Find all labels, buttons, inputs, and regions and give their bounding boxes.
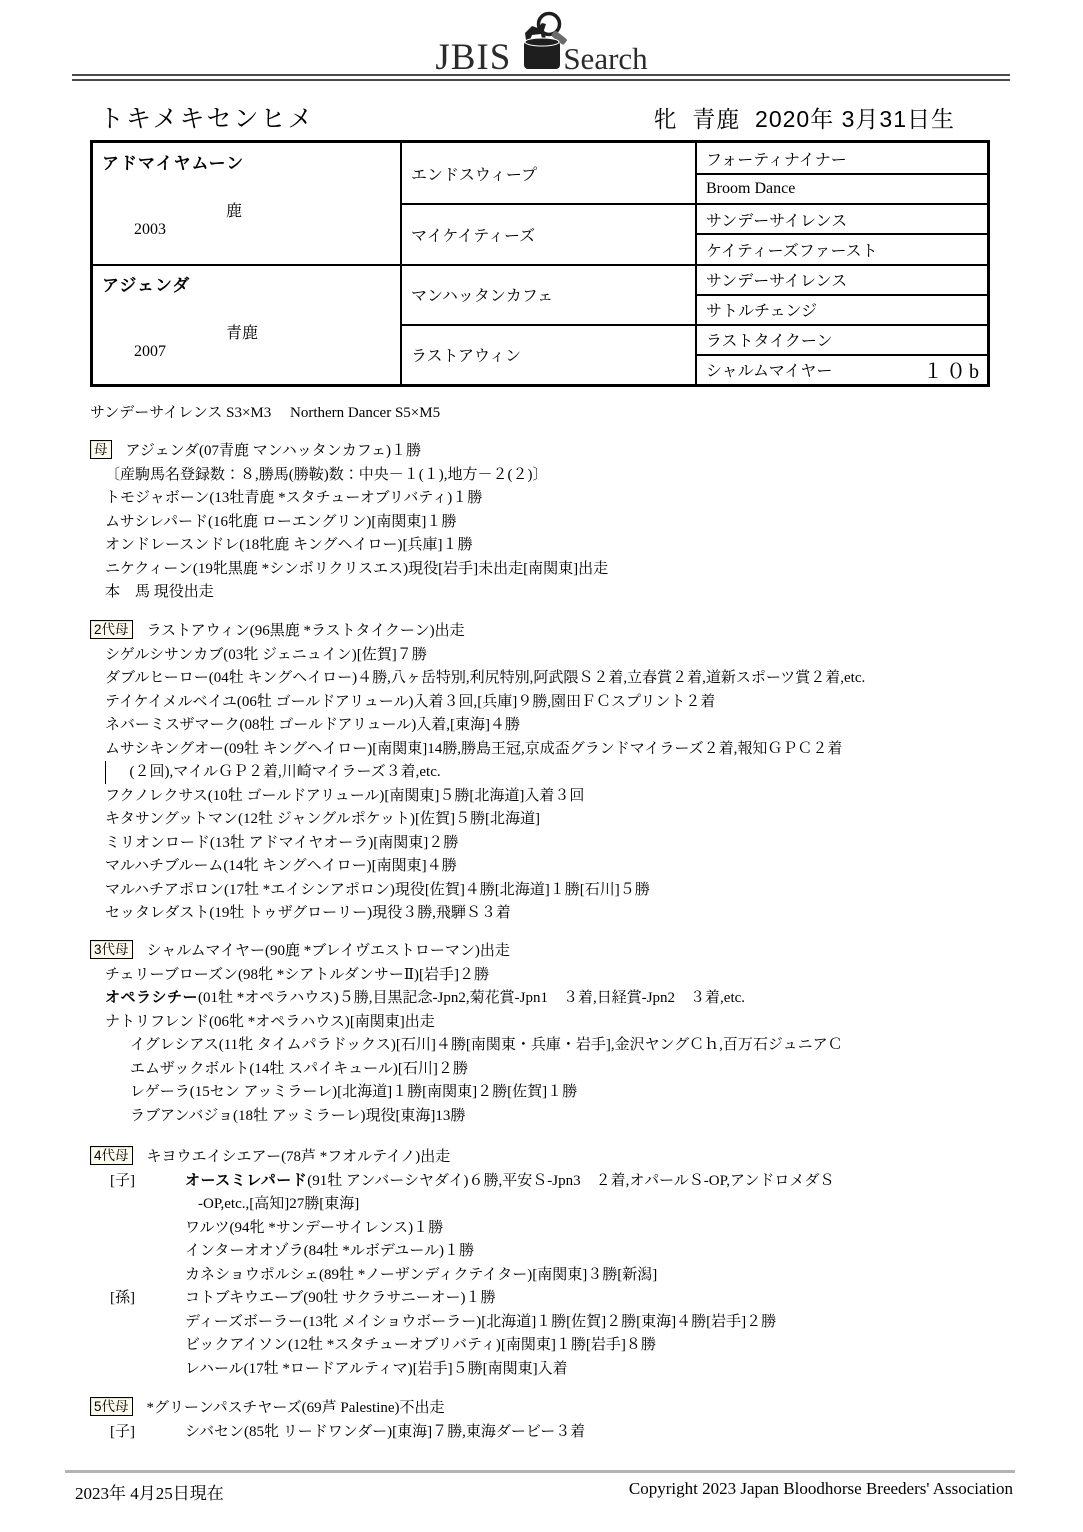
line-text: アジェンダ(07青鹿 マンハッタンカフェ)１勝 [125, 443, 421, 459]
section-granddam-3 [90, 940, 1063, 1128]
title-row [99, 101, 955, 133]
line-text: ナトリフレンド(06牝 *オペラハウス)[南関東]出走 [105, 1013, 435, 1030]
line-text: ビックアイソン(12牡 *スタチューオブリバティ)[南関東]１勝[岩手]８勝 [185, 1337, 656, 1353]
line-text: ラブアンバジョ(18牡 アッミラーレ)現役[東海]13勝 [130, 1107, 466, 1124]
ddd-name: シャルムマイヤー [706, 363, 833, 381]
pedigree-line [90, 511, 1063, 535]
section-label-box: 母 [90, 440, 112, 459]
pedigree-line [90, 691, 1063, 715]
line-text: オンドレースンドレ(18牝鹿 キングヘイロー)[兵庫]１勝 [105, 537, 473, 553]
line-text: キタサングットマン(12牡 ジャングルポケット)[佐賀]５勝[北海道] [105, 811, 540, 827]
dam-year: 2007 [134, 342, 166, 360]
dam-coat: 青鹿 [226, 324, 259, 342]
section-label-box: 5代母 [90, 1397, 133, 1416]
jbis-logo-search-text: Search [563, 41, 648, 77]
pedigree-line [90, 464, 1063, 488]
pedigree-line [90, 855, 1063, 879]
section-header-line [90, 620, 1063, 644]
line-text: (91牡 アンバーシヤダイ)６勝,平安Ｓ-Jpn3 ２着,オパールＳ-OP,アンドロメダＳ [307, 1172, 835, 1189]
line-text: ダブルヒーロー(04牡 キングヘイロー)４勝,八ヶ岳特別,利尻特別,阿武隈Ｓ２着,立春賞２着,道新スポーツ賞２着,etc. [105, 670, 866, 686]
pedigree-cell-dds: ラストタイクーン [695, 324, 987, 354]
line-text: 本 馬 現役出走 [105, 584, 214, 600]
line-text: エムザックボルト(14牡 スパイキュール)[石川]２勝 [130, 1060, 468, 1077]
pedigree-line [90, 1034, 1063, 1058]
pedigree-cell-sds: サンデーサイレンス [695, 203, 987, 233]
pedigree-line [90, 534, 1063, 558]
line-text: カネショウポルシェ(89牡 *ノーザンディクテイター)[南関東]３勝[新潟] [185, 1266, 658, 1283]
pedigree-line [90, 487, 1063, 511]
line-text: シバセン(85牝 リードワンダー)[東海]７勝,東海ダービー３着 [185, 1423, 586, 1440]
line-text: テイケイメルベイユ(06牡 ゴールドアリュール)入着３回,[兵庫]９勝,園田ＦＣスプリント２着 [105, 693, 716, 710]
header-divider [72, 74, 1010, 81]
pedigree-cell-dss: サンデーサイレンス [695, 264, 987, 294]
pedigree-cell-dam-sire: マンハッタンカフェ [400, 264, 695, 324]
section-label-box: 2代母 [90, 620, 133, 639]
pedigree-line [90, 1358, 1063, 1382]
pedigree-cell-ssd: Broom Dance [695, 173, 987, 203]
pedigree-line [90, 1334, 1063, 1358]
line-text: ネバーミスザマーク(08牡 ゴールドアリュール)入着,[東海]４勝 [105, 717, 520, 733]
line-text: フクノレクサス(10牡 ゴールドアリュール)[南関東]５勝[北海道]入着３回 [105, 787, 585, 804]
pedigree-line [90, 1311, 1063, 1335]
pedigree-cell-dam-dam: ラストアウィン [400, 324, 695, 384]
line-text: ニケクィーン(19牝黒鹿 *シンボリクリスエス)現役[岩手]未出走[南関東]出走 [105, 560, 609, 577]
section-header-line [90, 1397, 1063, 1421]
pedigree-line [90, 1058, 1063, 1082]
pedigree-line [90, 808, 1063, 832]
pedigree-cell-sire-sire: エンドスウィープ [400, 143, 695, 203]
pedigree-line [90, 879, 1063, 903]
pedigree-line [90, 1170, 1063, 1194]
pedigree-cell-sdd: ケイティーズファースト [695, 233, 987, 263]
line-text: イグレシアス(11牝 タイムパラドックス)[石川]４勝[南関東・兵庫・岩手],金沢ヤングＣｈ,百万石ジュニアＣ [130, 1037, 843, 1053]
line-text: *グリーンパスチヤーズ(69芦 Palestine)不出走 [146, 1400, 445, 1416]
line-text: コトブキウエーブ(90牡 サクラサニーオー)１勝 [185, 1290, 496, 1306]
pedigree-cell-sss: フォーティナイナー [695, 143, 987, 173]
dam-name: アジェンダ [102, 275, 191, 295]
pedigree-line [90, 1264, 1063, 1288]
pedigree-line [90, 644, 1063, 668]
pedigree-table [90, 140, 990, 387]
relation-tag: [子] [110, 1423, 135, 1440]
relation-tag: [孫] [110, 1290, 135, 1306]
pedigree-line [90, 1421, 1063, 1445]
line-text: シャルムマイヤー(90鹿 *ブレイヴエストローマン)出走 [146, 943, 510, 959]
pedigree-cell-dsd: サトルチェンジ [695, 294, 987, 324]
sire-coat: 鹿 [226, 203, 243, 221]
pedigree-line [90, 902, 1063, 926]
jbis-logo [0, 8, 1083, 76]
copyright-text: Copyright 2023 Japan Bloodhorse Breeders' Association [628, 1479, 1013, 1498]
line-text: ディーズボーラー(13牝 メイショウボーラー)[北海道]１勝[佐賀]２勝[東海]４勝[岩手]２勝 [185, 1313, 777, 1330]
family-number: １０b [923, 361, 982, 384]
line-text: マルハチブルーム(14牝 キングヘイロー)[南関東]４勝 [105, 858, 457, 874]
pedigree-line [90, 1011, 1063, 1035]
pedigree-line [90, 1240, 1063, 1264]
horse-sex-coat-birthdate: 牝 青鹿 2020年 3月31日生 [653, 105, 955, 132]
line-text: インターオオゾラ(84牡 *ルボデユール)１勝 [185, 1243, 474, 1259]
continuation-bar [105, 761, 130, 784]
dam-coat-year [102, 302, 272, 379]
section-header-line [90, 440, 1063, 464]
pedigree-line [90, 1193, 1063, 1217]
pedigree-line [90, 1105, 1063, 1129]
line-text: (01牡 *オペラハウス)５勝,目黒記念-Jpn2,菊花賞-Jpn1 ３着,日経賞-Jpn2 ３着,etc. [198, 990, 746, 1006]
section-granddam-5 [90, 1397, 1063, 1444]
pedigree-cell-ddd [695, 354, 987, 384]
pedigree-line [90, 1217, 1063, 1241]
pedigree-line [90, 761, 1063, 785]
stakes-winner-name: オースミレパード [185, 1172, 308, 1189]
line-text: ミリオンロード(13牡 アドマイヤオーラ)[南関東]２勝 [105, 834, 459, 851]
pedigree-line [90, 667, 1063, 691]
pedigree-cell-dam [93, 264, 400, 385]
pedigree-cell-sire-dam: マイケイティーズ [400, 203, 695, 263]
section-mother [90, 440, 1063, 605]
line-text: ムサシレパード(16牝鹿 ローエングリン)[南関東]１勝 [105, 513, 457, 530]
relation-tag: [子] [110, 1172, 135, 1189]
line-text: レハール(17牡 *ロードアルティマ)[岩手]５勝[南関東]入着 [185, 1360, 568, 1377]
line-text: ワルツ(94牝 *サンデーサイレンス)１勝 [185, 1219, 444, 1236]
line-text: レゲーラ(15セン アッミラーレ)[北海道]１勝[南関東]２勝[佐賀]１勝 [130, 1084, 578, 1100]
pedigree-line [90, 964, 1063, 988]
section-granddam-2 [90, 620, 1063, 926]
line-text: 〔産駒馬名登録数：８,勝馬(勝鞍)数：中央－１(１),地方－２(２)〕 [105, 466, 548, 483]
line-text: セッタレダスト(19牡 トゥザグローリー)現役３勝,飛騨Ｓ３着 [105, 905, 511, 921]
section-label-box: 3代母 [90, 940, 133, 959]
pedigree-line [90, 987, 1063, 1011]
jbis-logo-text: JBIS [435, 37, 512, 78]
line-text: マルハチアポロン(17牡 *エイシンアポロン)現役[佐賀]４勝[北海道]１勝[石川]５勝 [105, 881, 650, 898]
section-granddam-4 [90, 1146, 1063, 1381]
footer [75, 1479, 1013, 1504]
jbis-horse-magnifier-icon [515, 11, 569, 78]
sire-year: 2003 [134, 221, 166, 239]
footer-divider [65, 1470, 1015, 1473]
pedigree-line [90, 581, 1063, 605]
line-text: トモジャボーン(13牡青鹿 *スタチューオブリバティ)１勝 [105, 490, 483, 506]
as-of-date: 2023年 4月25日現在 [75, 1484, 224, 1503]
line-text: -OP,etc.,[高知]27勝[東海] [198, 1196, 360, 1212]
line-text: ムサシキングオー(09牡 キングヘイロー)[南関東]14勝,勝島王冠,京成盃グランドマイラーズ２着,報知ＧＰＣ２着 [105, 740, 843, 757]
pedigree-line [90, 1287, 1063, 1311]
pedigree-line [90, 785, 1063, 809]
pedigree-line [90, 1081, 1063, 1105]
pedigree-line [90, 832, 1063, 856]
section-label-box: 4代母 [90, 1146, 133, 1165]
line-text: (２回),マイルＧＰ２着,川崎マイラーズ３着,etc. [129, 764, 441, 780]
line-text: シゲルシサンカブ(03牝 ジェニュイン)[佐賀]７勝 [105, 646, 427, 663]
pedigree-line [90, 738, 1063, 762]
line-text: チェリーブローズン(98牝 *シアトルダンサーⅡ)[岩手]２勝 [105, 966, 490, 983]
pedigree-line [90, 714, 1063, 738]
pedigree-cell-sire [93, 143, 400, 264]
line-text: ラストアウィン(96黒鹿 *ラストタイクーン)出走 [146, 623, 465, 639]
section-header-line [90, 940, 1063, 964]
pedigree-line [90, 558, 1063, 582]
line-text: キヨウエイシエアー(78芦 *フオルテイノ)出走 [146, 1149, 451, 1165]
sire-name: アドマイヤムーン [102, 154, 245, 174]
stakes-winner-name: オペラシチー [105, 990, 199, 1006]
section-header-line [90, 1146, 1063, 1170]
sire-coat-year [102, 180, 272, 257]
inbreeding-line: サンデーサイレンス S3×M3 Northern Dancer S5×M5 [90, 405, 441, 421]
horse-name: トキメキセンヒメ [99, 105, 315, 133]
